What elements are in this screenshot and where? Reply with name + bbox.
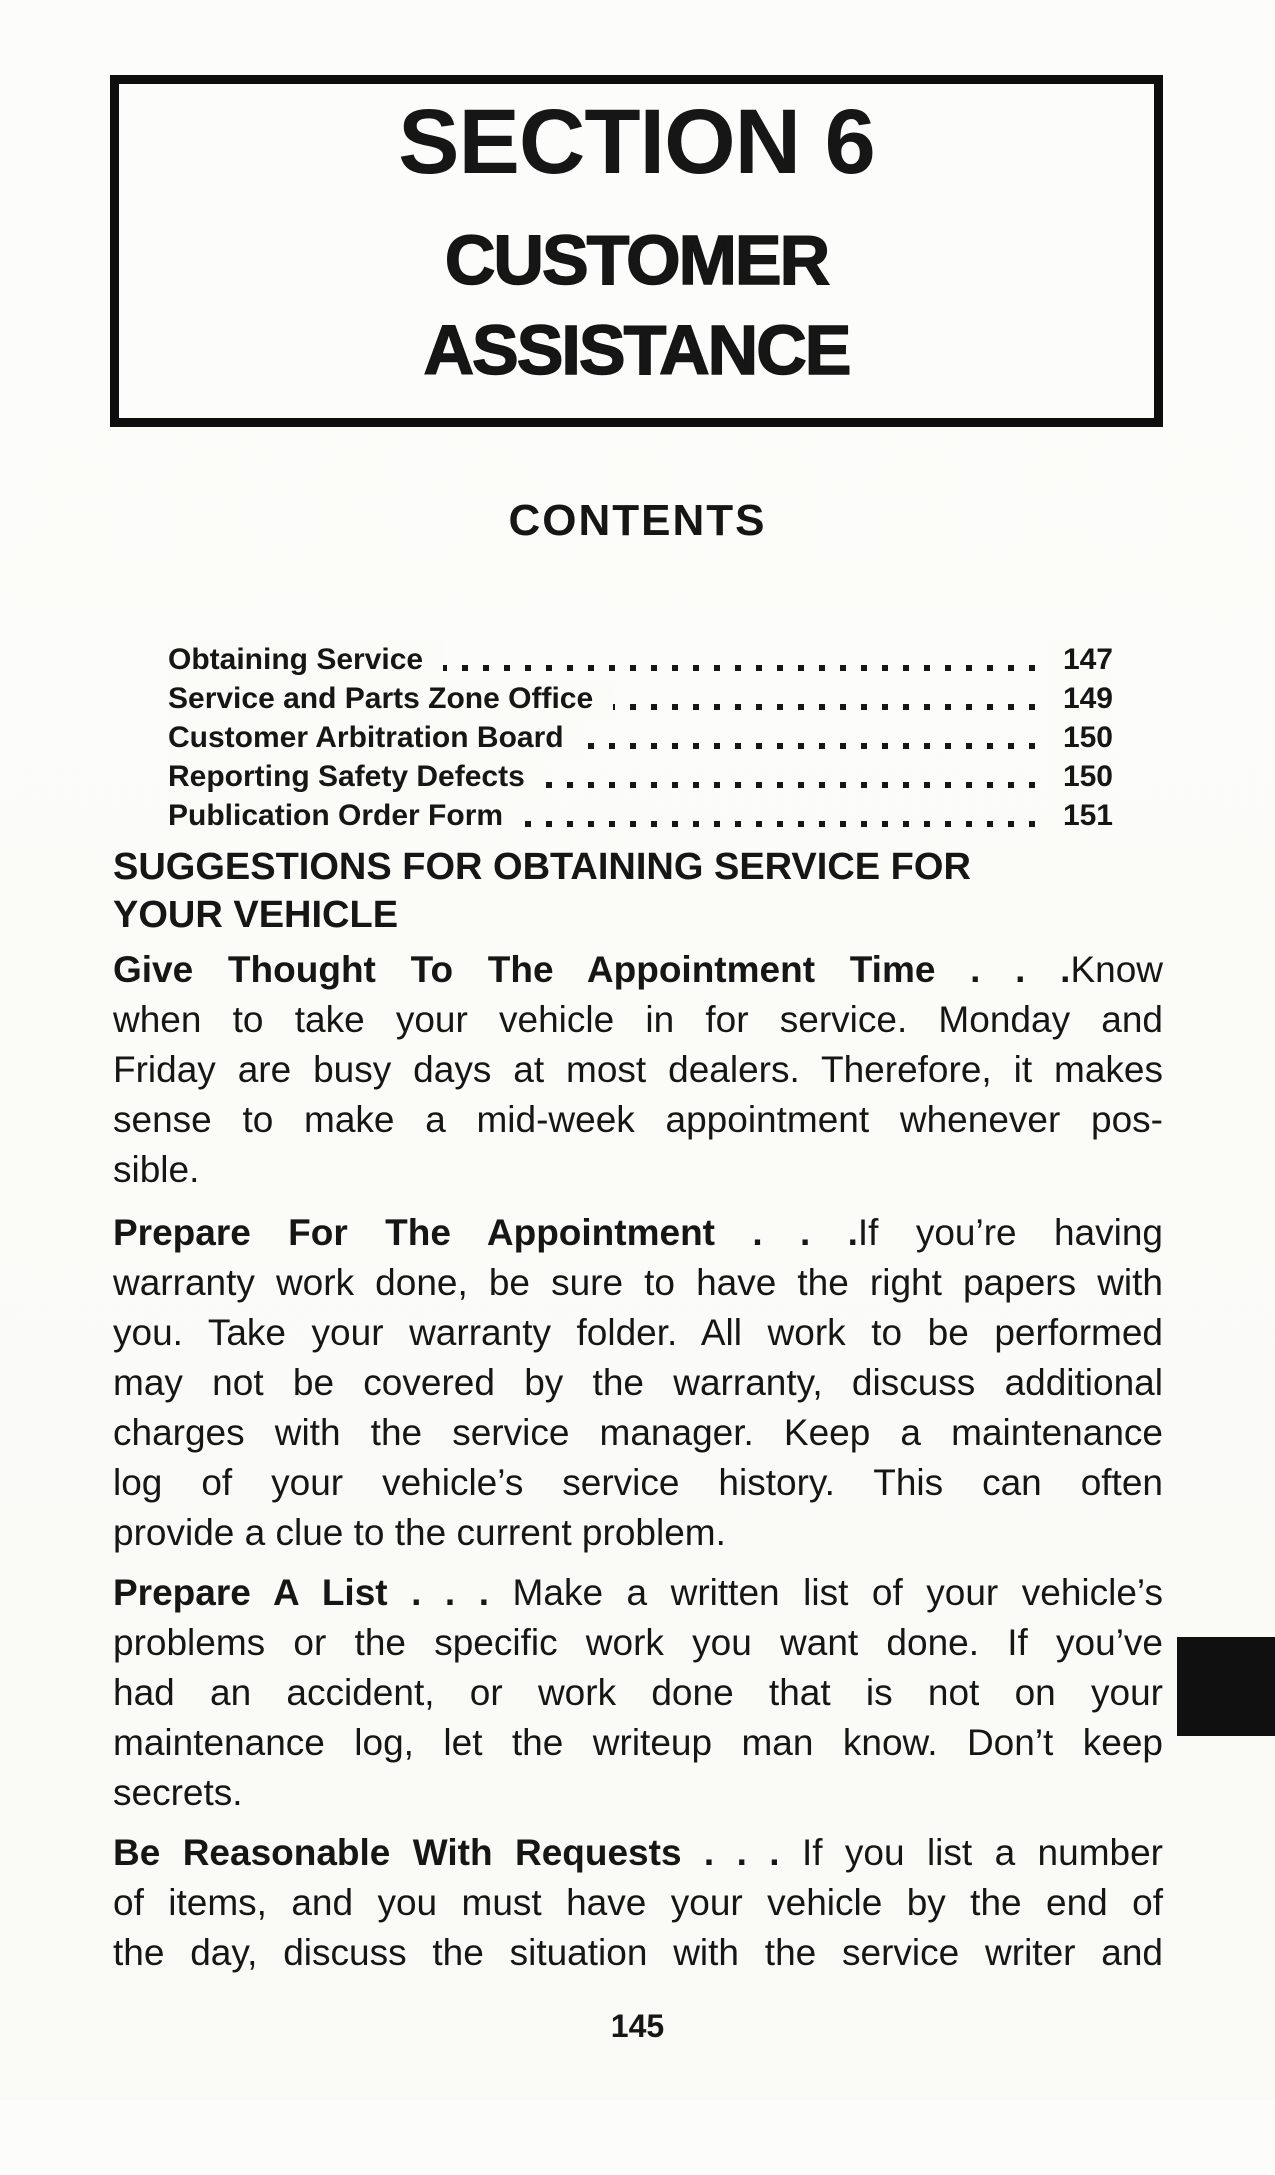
- paragraph-appointment-time: [113, 945, 1163, 1195]
- contents-heading: CONTENTS: [508, 496, 767, 545]
- body-line: provide a clue to the current problem.: [113, 1512, 726, 1553]
- body-line: [113, 1828, 1163, 1878]
- body-line: [113, 945, 1163, 995]
- body-column: [113, 843, 1163, 1978]
- toc-page-number: 150: [1049, 757, 1113, 796]
- body-text: If you list a number: [801, 1832, 1163, 1873]
- toc-label: Service and Parts Zone Office: [168, 679, 613, 718]
- body-text: If you’re having: [857, 1212, 1163, 1253]
- body-line: may not be covered by the warranty, discuss additional: [113, 1362, 1163, 1403]
- body-line: [113, 1568, 1163, 1618]
- paragraph-be-reasonable: [113, 1828, 1163, 1978]
- toc-row: [168, 679, 1113, 718]
- body-line: sense to make a mid-week appointment whenever pos-: [113, 1099, 1163, 1140]
- body-line: had an accident, or work done that is not on your: [113, 1672, 1163, 1713]
- paragraph-prepare-list: [113, 1568, 1163, 1818]
- toc-row: [168, 757, 1113, 796]
- toc-label: Reporting Safety Defects: [168, 757, 545, 796]
- body-line: of items, and you must have your vehicle by the end of: [113, 1882, 1163, 1923]
- section-thumb-tab: [1177, 1637, 1275, 1736]
- body-text: Know: [1070, 949, 1163, 990]
- toc-page-number: 150: [1049, 718, 1113, 757]
- body-line: sible.: [113, 1149, 200, 1190]
- section-number-title: SECTION 6: [398, 91, 875, 193]
- manual-page: [0, 75, 1275, 2175]
- toc-page-number: 149: [1049, 679, 1113, 718]
- section-title-line2: ASSISTANCE: [423, 311, 850, 389]
- body-line: the day, discuss the situation with the service writer and: [113, 1932, 1163, 1973]
- body-line: charges with the service manager. Keep a maintenance: [113, 1412, 1163, 1453]
- section-heading-line1: SUGGESTIONS FOR OBTAINING SERVICE FOR: [113, 846, 971, 888]
- body-line: maintenance log, let the writeup man know. Don’t keep: [113, 1722, 1163, 1763]
- toc-label: Publication Order Form: [168, 796, 523, 835]
- body-line: Friday are busy days at most dealers. Therefore, it makes: [113, 1049, 1163, 1090]
- body-line: warranty work done, be sure to have the right papers with: [113, 1262, 1163, 1303]
- toc-label: Customer Arbitration Board: [168, 718, 584, 757]
- paragraph-lead: Give Thought To The Appointment Time . . .: [113, 949, 1071, 990]
- table-of-contents: [168, 640, 1113, 835]
- paragraph-lead: Prepare A List . . .: [113, 1572, 513, 1613]
- paragraph-lead: Be Reasonable With Requests . . .: [113, 1832, 802, 1873]
- toc-row: [168, 640, 1113, 679]
- page-number: 145: [610, 2008, 665, 2044]
- toc-page-number: 147: [1049, 640, 1113, 679]
- section-heading-line2: YOUR VEHICLE: [113, 894, 399, 936]
- body-text: Make a written list of your vehicle’s: [512, 1572, 1163, 1613]
- section-heading: [113, 843, 1163, 939]
- section-title-line1: CUSTOMER: [444, 221, 829, 299]
- paragraph-lead: Prepare For The Appointment . . .: [113, 1212, 858, 1253]
- body-line: when to take your vehicle in for service. Monday and: [113, 999, 1163, 1040]
- body-line: problems or the specific work you want done. If you’ve: [113, 1622, 1163, 1663]
- body-line: you. Take your warranty folder. All work to be performed: [113, 1312, 1163, 1353]
- body-line: log of your vehicle’s service history. This can often: [113, 1462, 1163, 1503]
- toc-page-number: 151: [1049, 796, 1113, 835]
- paragraph-prepare-appointment: [113, 1208, 1163, 1558]
- toc-row: [168, 796, 1113, 835]
- body-line: secrets.: [113, 1772, 243, 1813]
- section-title-box: [110, 75, 1163, 427]
- toc-row: [168, 718, 1113, 757]
- toc-label: Obtaining Service: [168, 640, 443, 679]
- body-line: [113, 1208, 1163, 1258]
